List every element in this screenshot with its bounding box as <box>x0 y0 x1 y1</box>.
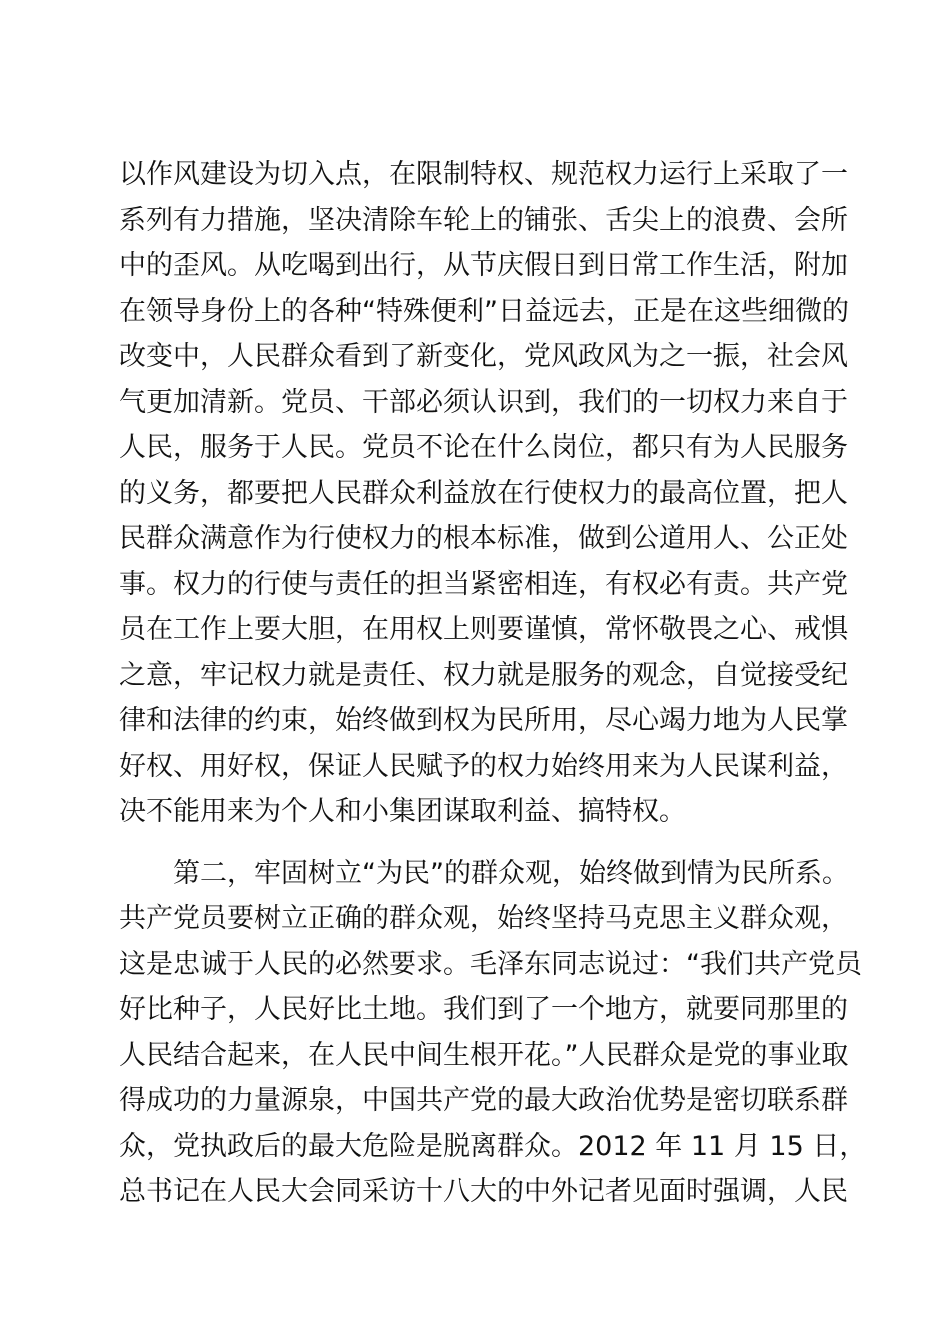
text-line: 总书记在人民大会同采访十八大的中外记者见面时强调，人民 <box>119 1176 848 1207</box>
paragraph-1 <box>119 152 849 835</box>
text-line: 民群众满意作为行使权力的根本标准，做到公道用人、公正处 <box>119 523 848 554</box>
text-line: 决不能用来为个人和小集团谋取利益、搞特权。 <box>119 796 686 827</box>
text-line: 好比种子，人民好比土地。我们到了一个地方，就要同那里的 <box>119 994 848 1025</box>
text-line: 得成功的力量源泉，中国共产党的最大政治优势是密切联系群 <box>119 1085 848 1116</box>
text-line: 中的歪风。从吃喝到出行，从节庆假日到日常工作生活，附加 <box>119 250 848 281</box>
text-line: 以作风建设为切入点，在限制特权、规范权力运行上采取了一 <box>119 159 848 190</box>
text-line: 第二，牢固树立“为民”的群众观，始终做到情为民所系。 <box>173 857 849 889</box>
text-line: 这是忠诚于人民的必然要求。毛泽东同志说过：“我们共产党员 <box>119 948 862 980</box>
paragraph-2 <box>119 851 867 1215</box>
text-line: 员在工作上要大胆，在用权上则要谨慎，常怀敬畏之心、戒惧 <box>119 614 848 645</box>
text-line: 事。权力的行使与责任的担当紧密相连，有权必有责。共产党 <box>119 568 848 600</box>
text-line: 众，党执政后的最大危险是脱离群众。2012 年 11 月 15 日， <box>119 1130 867 1162</box>
text-line: 人民，服务于人民。党员不论在什么岗位，都只有为人民服务 <box>119 432 848 463</box>
body-text <box>119 152 867 1215</box>
text-line: 人民结合起来，在人民中间生根开花。”人民群众是党的事业取 <box>119 1039 849 1071</box>
paragraph-spacer <box>119 835 835 851</box>
text-line: 气更加清新。党员、干部必须认识到，我们的一切权力来自于 <box>119 386 848 418</box>
text-line: 共产党员要树立正确的群众观，始终坚持马克思主义群众观， <box>119 903 848 934</box>
text-line: 系列有力措施，坚决清除车轮上的铺张、舌尖上的浪费、会所 <box>119 204 848 236</box>
text-line: 的义务，都要把人民群众利益放在行使权力的最高位置，把人 <box>119 477 848 509</box>
text-line: 改变中，人民群众看到了新变化，党风政风为之一振，社会风 <box>119 341 848 372</box>
text-line: 律和法律的约束，始终做到权为民所用，尽心竭力地为人民掌 <box>119 705 848 736</box>
text-line: 在领导身份上的各种“特殊便利”日益远去，正是在这些细微的 <box>119 295 849 327</box>
text-line: 好权、用好权，保证人民赋予的权力始终用来为人民谋利益， <box>119 750 848 782</box>
text-line: 之意，牢记权力就是责任、权力就是服务的观念，自觉接受纪 <box>119 659 848 691</box>
